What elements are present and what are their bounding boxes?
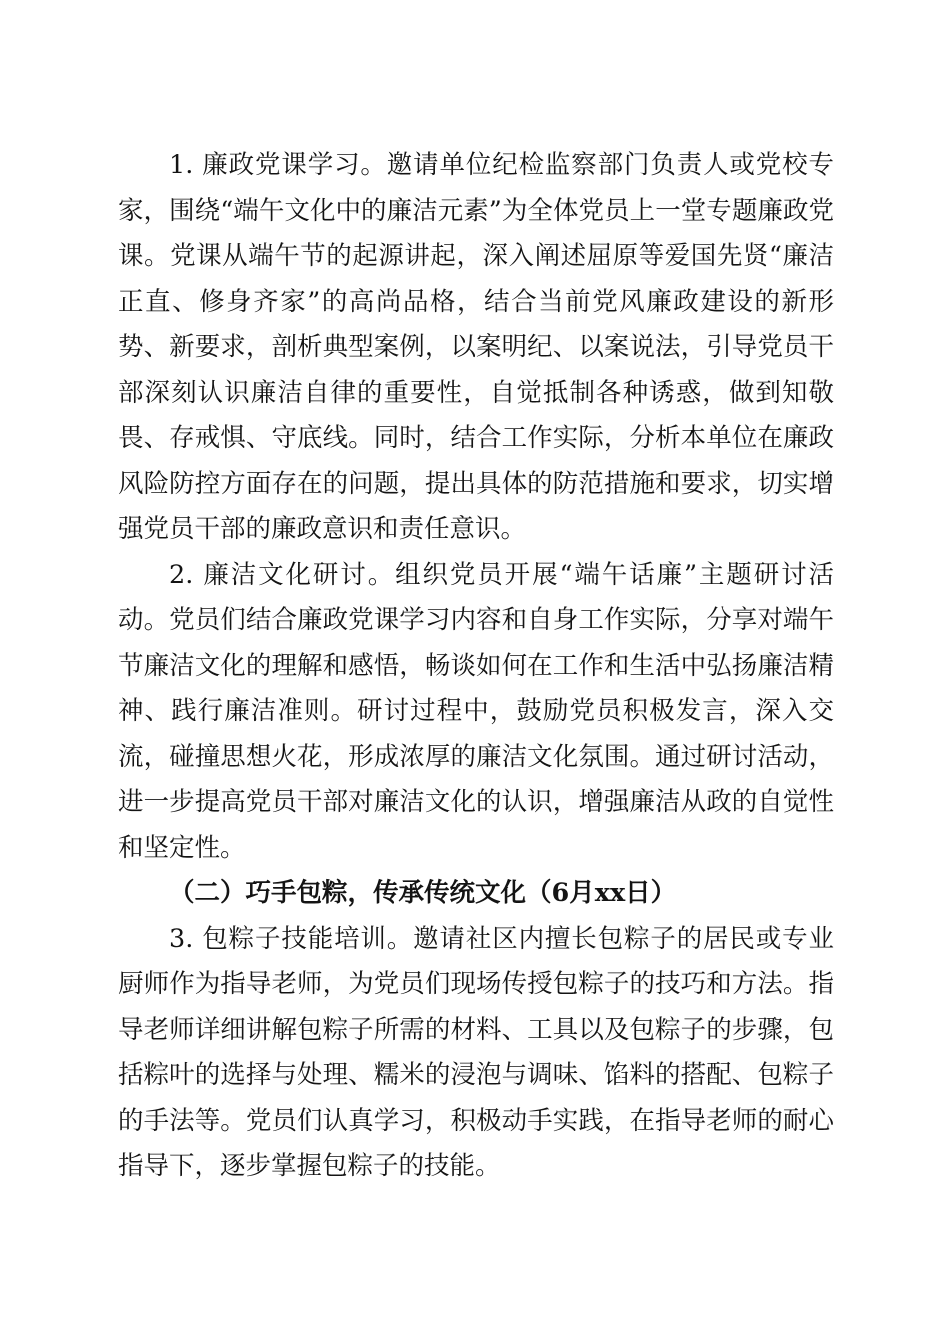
section-heading: （二）巧手包粽，传承传统文化（6月xx日） bbox=[169, 878, 677, 908]
document-body bbox=[118, 143, 834, 1190]
paragraph-party-lesson: 1. 廉政党课学习。邀请单位纪检监察部门负责人或党校专家，围绕“端午文化中的廉洁元素”为全体党员上一堂专题廉政党课。党课从端午节的起源讲起，深入阐述屈原等爱国先贤“廉洁正直、修身齐家”的高尚品格，结合当前党风廉政建设的新形势、新要求，剖析典型案例，以案明纪、以案说法，引导党员干部深刻认识廉洁自律的重要性，自觉抵制各种诱惑，做到知敬畏、存戒惧、守底线。同时，结合工作实际，分析本单位在廉政风险防控方面存在的问题，提出具体的防范措施和要求，切实增强党员干部的廉政意识和责任意识。 bbox=[118, 150, 834, 544]
paragraph-integrity-seminar: 2. 廉洁文化研讨。组织党员开展“端午话廉”主题研讨活动。党员们结合廉政党课学习内容和自身工作实际，分享对端午节廉洁文化的理解和感悟，畅谈如何在工作和生活中弘扬廉洁精神、践行廉洁准则。研讨过程中，鼓励党员积极发言，深入交流，碰撞思想火花，形成浓厚的廉洁文化氛围。通过研讨活动，进一步提高党员干部对廉洁文化的认识，增强廉洁从政的自觉性和坚定性。 bbox=[118, 559, 834, 863]
paragraph-zongzi-training: 3. 包粽子技能培训。邀请社区内擅长包粽子的居民或专业厨师作为指导老师，为党员们现场传授包粽子的技巧和方法。指导老师详细讲解包粽子所需的材料、工具以及包粽子的步骤，包括粽叶的选择与处理、糯米的浸泡与调味、馅料的搭配、包粽子的手法等。党员们认真学习，积极动手实践，在指导老师的耐心指导下，逐步掌握包粽子的技能。 bbox=[118, 923, 834, 1181]
